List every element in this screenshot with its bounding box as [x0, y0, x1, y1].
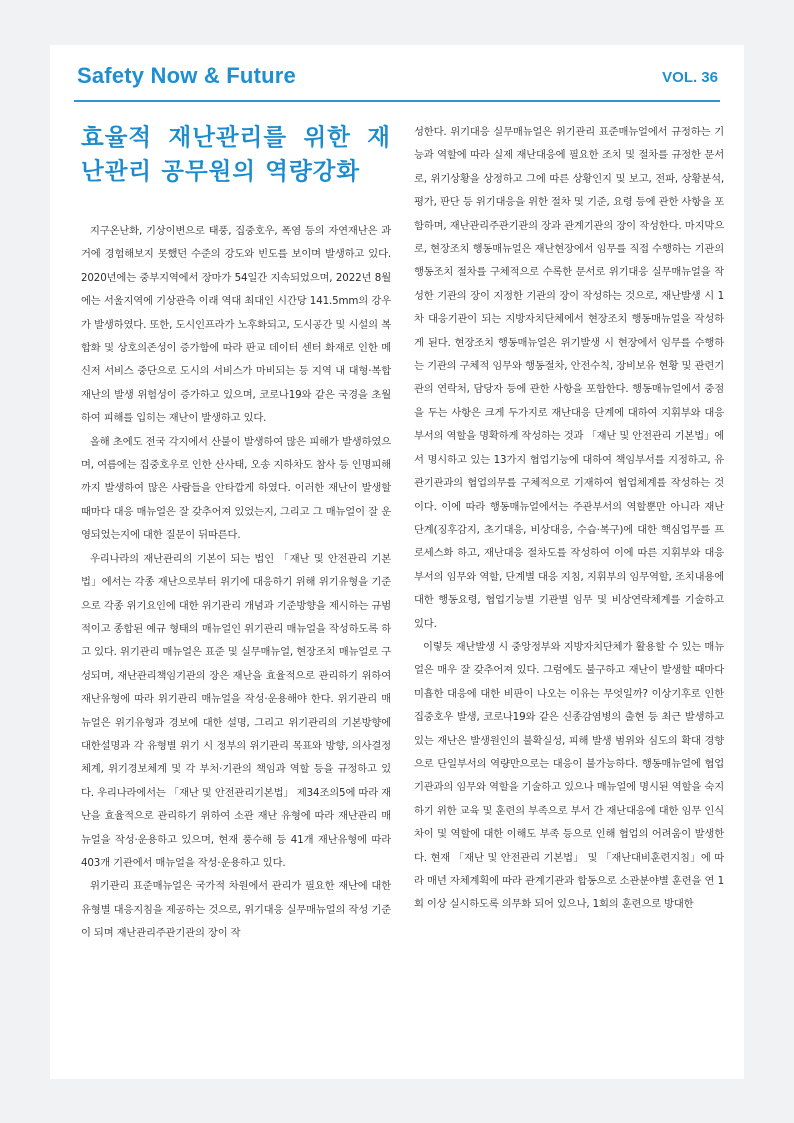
article-title: 효율적 재난관리를 위한 재난관리 공무원의 역량강화 — [81, 123, 391, 185]
page — [50, 45, 744, 1079]
paragraph: 위기관리 표준매뉴얼은 국가적 차원에서 관리가 필요한 재난에 대한 유형별 대응지침을 제공하는 것으로, 위기대응 실무매뉴얼의 작성 기준이 되며 재난관리주관기관의 장이 작 — [81, 880, 391, 940]
right-column — [414, 121, 724, 917]
volume-number: VOL. 36 — [662, 69, 718, 86]
paragraph: 이렇듯 재난발생 시 중앙정부와 지방자치단체가 활용할 수 있는 매뉴얼은 매우 잘 갖추어져 있다. 그럼에도 불구하고 재난이 발생할 때마다 미흡한 대응에 대한 비판이 나오는 이유는 무엇일까? 이상기후로 인한 집중호우 발생, 코로나19와 같은 신종감염병의 출현 등 최근 발생하고 있는 재난은 발생원인의 불확실성, 피해 발생 범위와 심도의 확대 경향으로 단일부서의 역량만으로는 대응이 불가능하다. 행동매뉴얼에 협업기관과의 임무와 역할을 기술하고 있으나 매뉴얼에 명시된 역할을 숙지하기 위한 교육 및 훈련의 부족으로 부서 간 재난대응에 대한 임무 인식 차이 및 역할에 대한 이해도 부족 등으로 인해 협업의 어려움이 발생한다. 현재 「재난 및 안전관리 기본법」 및 「재난대비훈련지침」에 따라 매년 자체계획에 따라 관계기관과 합동으로 소관분야별 훈련을 연 1회 이상 실시하도록 의무화 되어 있으나, 1회의 훈련으로 방대한 — [414, 640, 724, 911]
left-column — [81, 118, 391, 946]
paragraph: 올해 초에도 전국 각지에서 산불이 발생하여 많은 피해가 발생하였으며, 여름에는 집중호우로 인한 산사태, 오송 지하차도 참사 등 인명피해까지 발생하여 많은 사람들을 안타깝게 하였다. 이러한 재난이 발생할때마다 대응 매뉴얼은 잘 갖추어져 있었는지, 그리고 그 매뉴얼이 잘 운영되었는지에 대한 질문이 뒤따른다. — [81, 435, 391, 542]
paragraph: 우리나라의 재난관리의 기본이 되는 법인 「재난 및 안전관리 기본법」에서는 각종 재난으로부터 위기에 대응하기 위해 위기유형을 기준으로 각종 위기요인에 대한 위기관리 개념과 기준방향을 제시하는 규범적이고 종합된 예규 형태의 매뉴얼인 위기관리 매뉴얼을 작성하도록 하고 있다. 위기관리 매뉴얼은 표준 및 실무매뉴얼, 현장조치 매뉴얼로 구성되며, 재난관리책임기관의 장은 재난을 효율적으로 관리하기 위하여 재난유형에 따라 위기관리 매뉴얼을 작성·운용해야 한다. 위기관리 매뉴얼은 위기유형과 경보에 대한 설명, 그리고 위기관리의 기본방향에 대한설명과 각 유형별 위기 시 정부의 위기관리 목표와 방향, 의사결정체계, 위기경보체계 및 각 부처·기관의 책임과 역할 등을 규정하고 있다. 우리나라에서는 「재난 및 안전관리기본법」 제34조의5에 따라 재난을 효율적으로 관리하기 위하여 소관 재난 유형에 따라 재난관리 매뉴얼을 작성·운용하고 있으며, 현재 풍수해 등 41개 재난유형에 따라 403개 기관에서 매뉴얼을 작성·운용하고 있다. — [81, 552, 391, 869]
magazine-brand: Safety Now & Future — [77, 63, 296, 88]
paragraph: 성한다. 위기대응 실무매뉴얼은 위기관리 표준매뉴얼에서 규정하는 기능과 역할에 따라 실제 재난대응에 필요한 조치 및 절차를 규정한 문서로, 위기상황을 상정하고 그에 따른 상황인지 및 보고, 전파, 상황분석, 평가, 판단 등 위기대응을 위한 절차 및 기준, 요령 등에 관한 사항을 포함하며, 재난관리주관기관의 장과 관계기관의 장이 작성한다. 마지막으로, 현장조치 행동매뉴얼은 재난현장에서 임무를 직접 수행하는 기관의 행동조치 절차를 구체적으로 수록한 문서로 위기대응 실무매뉴얼을 작성한 기관의 장이 지정한 기관의 장이 작성하는 것으로, 재난발생 시 1차 대응기관이 되는 지방자치단체에서 현장조치 행동매뉴얼을 작성하게 된다. 현장조치 행동매뉴얼은 위기발생 시 현장에서 임무를 수행하는 기관의 구체적 임무와 행동절차, 안전수칙, 장비보유 현황 및 관련기관의 연락처, 담당자 등에 관한 사항을 포함한다. 행동매뉴얼에서 중점을 두는 사항은 크게 두가지로 재난대응 단계에 대하여 지휘부와 대응부서의 역할을 명확하게 작성하는 것과 「재난 및 안전관리 기본법」에서 명시하고 있는 13가지 협업기능에 대하여 책임부서를 지정하고, 유관기관과의 협업의무를 구체적으로 기재하여 협업체계를 작성하는 것이다. 이에 따라 행동매뉴얼에서는 주관부서의 역할뿐만 아니라 재난 단계(징후감지, 초기대응, 비상대응, 수습·복구)에 대한 핵심업무를 프로세스화 하고, 재난대응 절차도를 작성하여 이에 따른 지휘부와 대응부서의 임무와 역할, 단계별 대응 지침, 지휘부의 임무역할, 조치내용에 대한 행동요령, 협업기능별 기관별 임무 및 비상연락체계를 기술하고 있다. — [414, 126, 724, 630]
header — [50, 45, 744, 103]
header-divider — [74, 100, 720, 102]
paragraph: 지구온난화, 기상이변으로 태풍, 집중호우, 폭염 등의 자연재난은 과거에 경험해보지 못했던 수준의 강도와 빈도를 보이며 발생하고 있다. 2020년에는 중부지역에서 장마가 54일간 지속되었으며, 2022년 8월에는 서울지역에 기상관측 이래 역대 최대인 시간당 141.5mm의 강우가 발생하였다. 또한, 도시인프라가 노후화되고, 도시공간 및 시설의 복합화 및 상호의존성이 증가함에 따라 판교 데이터 센터 화재로 인한 메신저 서비스 중단으로 도시의 서비스가 마비되는 등 지역 내 대형·복합재난의 발생 위험성이 증가하고 있으며, 코로나19와 같은 국경을 초월하여 피해를 입히는 재난이 발생하고 있다. — [81, 225, 391, 425]
